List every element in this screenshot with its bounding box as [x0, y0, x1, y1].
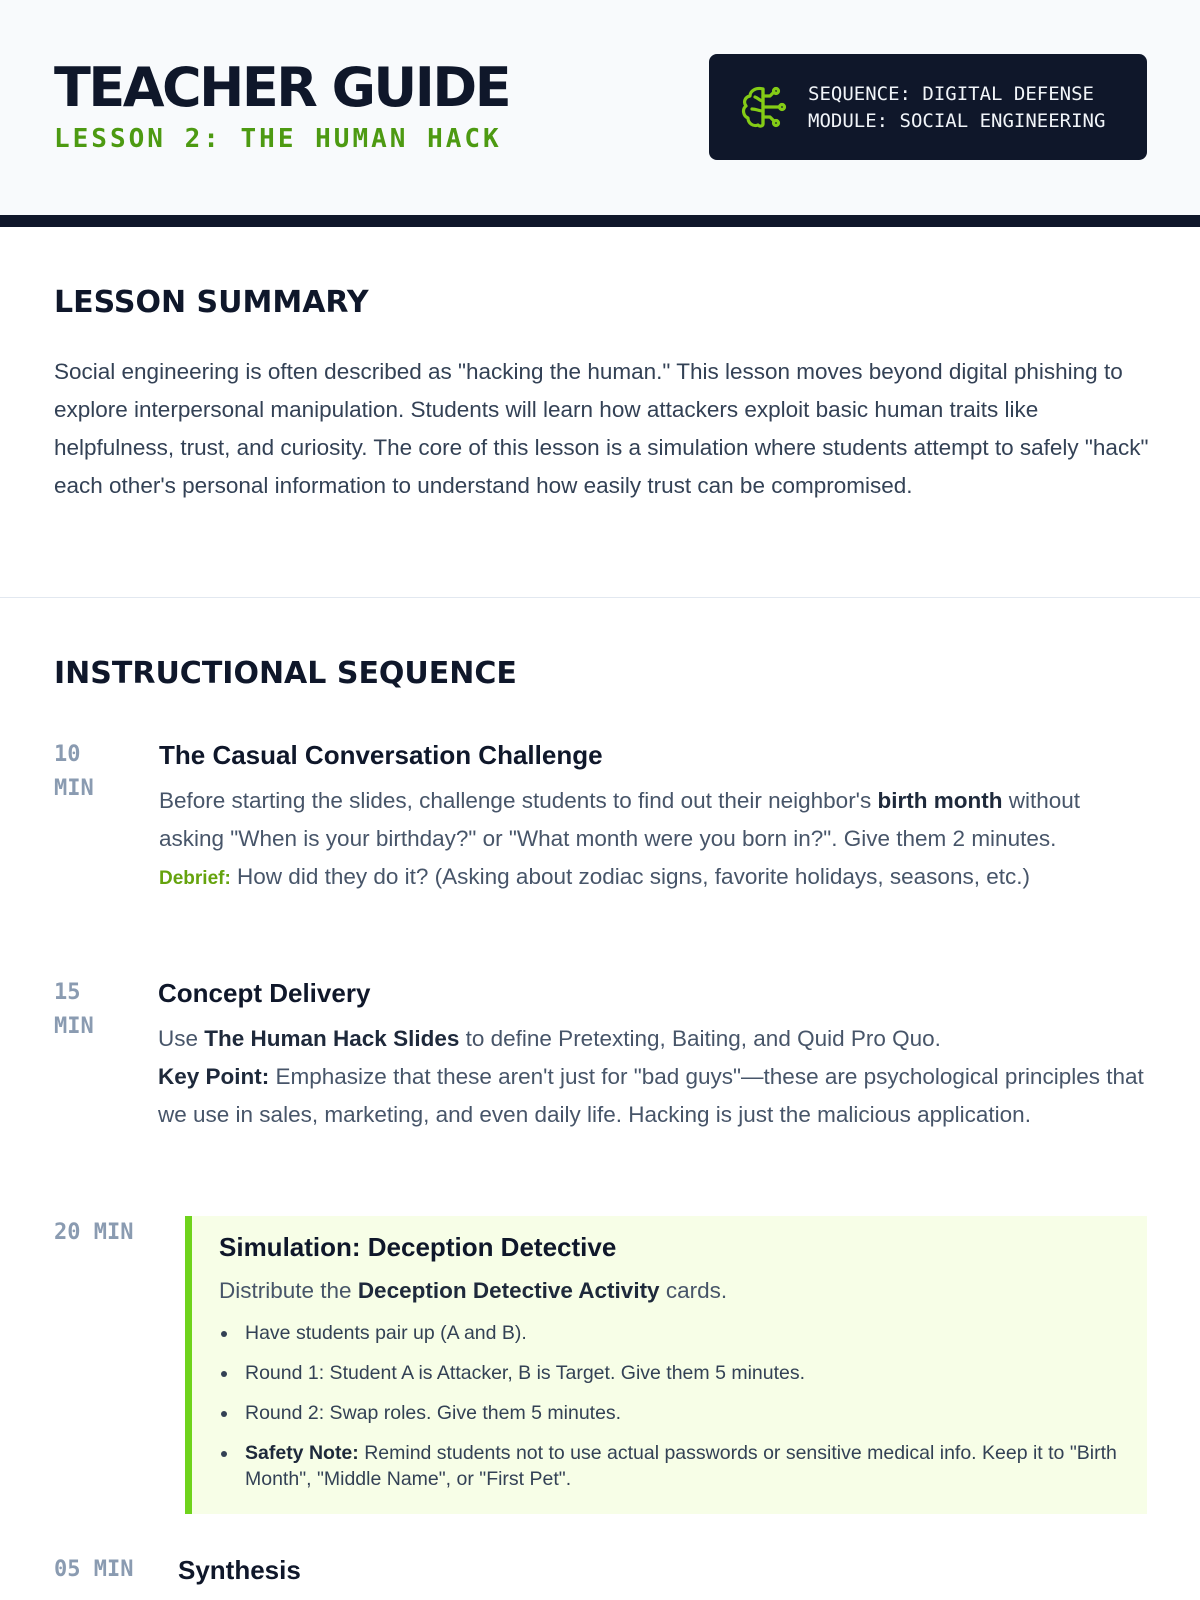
section-divider: [0, 597, 1200, 598]
slides-name: The Human Hack Slides: [204, 1026, 460, 1051]
highlight-text: birth month: [877, 788, 1003, 813]
step-duration: 05 MIN: [54, 1557, 134, 1582]
page-header: [0, 0, 1200, 227]
step-title: The Casual Conversation Challenge: [159, 740, 603, 770]
list-item: Round 2: Swap roles. Give them 5 minutes.: [219, 1400, 1137, 1426]
step-description: Distribute the Deception Detective Activity cards.: [219, 1278, 728, 1303]
brain-circuit-icon: [739, 83, 787, 131]
step-title: Synthesis: [178, 1555, 301, 1585]
step-description: Before starting the slides, challenge students to find out their neighbor's birth month without asking "When is your birthday?" or "What month were you born in?". Give them 2 minutes.: [159, 788, 1081, 851]
list-item: Round 1: Student A is Attacker, B is Target. Give them 5 minutes.: [219, 1360, 1137, 1386]
step-duration: 15 MIN: [54, 980, 94, 1039]
sequence-heading: INSTRUCTIONAL SEQUENCE: [54, 656, 517, 691]
step-content: [159, 738, 1147, 898]
summary-heading: LESSON SUMMARY: [54, 285, 369, 320]
simulation-steps-list: [219, 1320, 1137, 1492]
page-title: TEACHER GUIDE: [54, 56, 510, 119]
key-point: Key Point: Emphasize that these aren't just for "bad guys"—these are psychological principles that we use in sales, marketing, and even daily life. Hacking is just the malicious application.: [158, 1064, 1144, 1127]
list-item: Have students pair up (A and B).: [219, 1320, 1137, 1346]
step-title: Concept Delivery: [158, 978, 371, 1008]
simulation-callout: [185, 1216, 1147, 1514]
debrief-label: Debrief:: [159, 868, 231, 889]
debrief-note: Debrief: How did they do it? (Asking about zodiac signs, favorite holidays, seasons, etc.): [159, 864, 1030, 889]
step-duration: 10 MIN: [54, 742, 94, 801]
step-title: Simulation: Deception Detective: [219, 1232, 617, 1262]
safety-note-label: Safety Note:: [245, 1442, 359, 1464]
summary-text: Social engineering is often described as "hacking the human." This lesson moves beyond digital phishing to explore interpersonal manipulation. Students will learn how attackers exploit basic human traits like helpfulness, trust, and curiosity. The core of this lesson is a simulation where students attempt to safely "hack" each other's personal information to understand how easily trust can be compromised.: [54, 359, 1149, 498]
lesson-subtitle: LESSON 2: THE HUMAN HACK: [54, 124, 502, 154]
step-content: [178, 1553, 1147, 1597]
badge-text: [808, 81, 1105, 135]
activity-name: Deception Detective Activity: [357, 1278, 660, 1303]
module-label: MODULE: SOCIAL ENGINEERING: [808, 110, 1106, 132]
step-duration: 20 MIN: [54, 1220, 134, 1245]
key-point-label: Key Point:: [158, 1064, 270, 1089]
list-item: Safety Note: Remind students not to use actual passwords or sensitive medical info. Keep it to "Birth Month", "Middle Name", or "First Pet".: [219, 1440, 1137, 1492]
step-description: Use The Human Hack Slides to define Pretexting, Baiting, and Quid Pro Quo.: [158, 1026, 941, 1051]
step-content: [158, 976, 1147, 1134]
sequence-label: SEQUENCE: DIGITAL DEFENSE: [808, 83, 1094, 105]
module-badge: [709, 54, 1147, 160]
